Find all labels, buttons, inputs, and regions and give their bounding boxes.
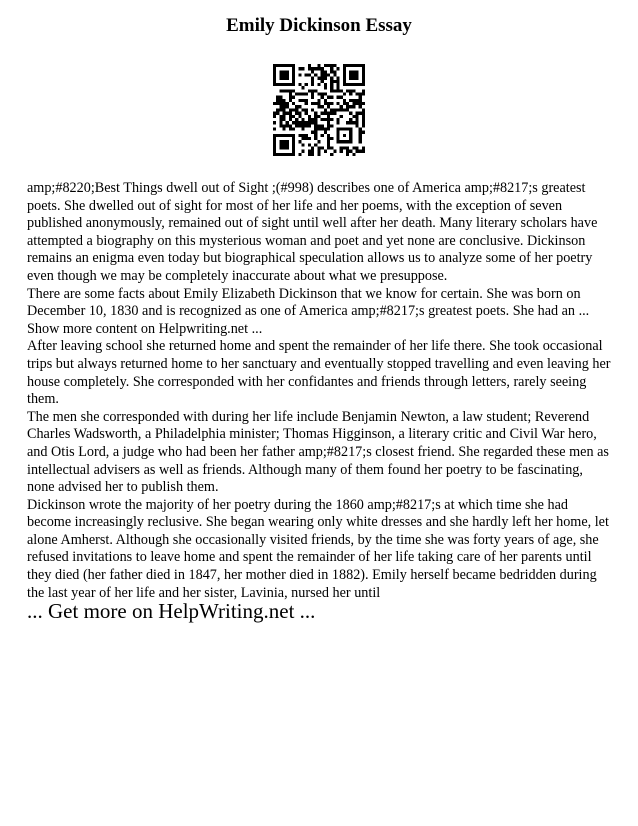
get-more-link[interactable]: ... Get more on HelpWriting.net ... — [27, 599, 316, 623]
qr-code-icon — [273, 64, 365, 156]
show-more-link[interactable]: Show more content on Helpwriting.net ... — [27, 320, 263, 337]
paragraph: There are some facts about Emily Elizabeth Dickinson that we know for certain. She was born on December 10, 1830 and is recognized as one of America amp;#8217;s greatest poets. She had an ... — [27, 285, 590, 320]
paragraph: Dickinson wrote the majority of her poetry during the 1860 amp;#8217;s at which time she had become increasingly reclusive. She began wearing only white dresses and she hardly left her home, let alone Amherst. Although she occasionally visited friends, by the time she was forty years of age, she refused invitations to leave home and spent the remainder of her life taking care of her parents until they died (her father died in 1847, her mother died in 1882). Emily herself became bedridden during the last year of her life and her sister, Lavinia, nursed her until — [27, 496, 609, 601]
paragraph: amp;#8220;Best Things dwell out of Sight ;(#998) describes one of America amp;#8217;s greatest poets. She dwelled out of sight for most of her life and her poems, with the exception of seven published anonymously, remained out of sight until well after her death. Many literary scholars have attempted a biography on this mysterious woman and poet and yet none are conclusive. Dickinson remains an enigma even today but biographical speculation allows us to analyze some of her poetry even though we may be completely inaccurate about what we presuppose. — [27, 180, 598, 284]
paragraph: After leaving school she returned home and spent the remainder of her life there. She took occasional trips but always returned home to her sanctuary and eventually stopped travelling and even leaving her house completely. She corresponded with her confidantes and friends through letters, rarely seeing them. — [27, 338, 611, 408]
essay-body — [27, 180, 613, 602]
paragraph: The men she corresponded with during her life include Benjamin Newton, a law student; Reverend Charles Wadsworth, a Philadelphia minister; Thomas Higginson, a literary critic and Civil War hero, and Otis Lord, a judge who had been her father amp;#8217;s closest friend. She regarded these men as intellectual advisers as well as friends. Although many of them found her poetry to be fascinating, none advised her to publish them. — [27, 408, 609, 496]
page-title: Emily Dickinson Essay — [226, 15, 412, 36]
